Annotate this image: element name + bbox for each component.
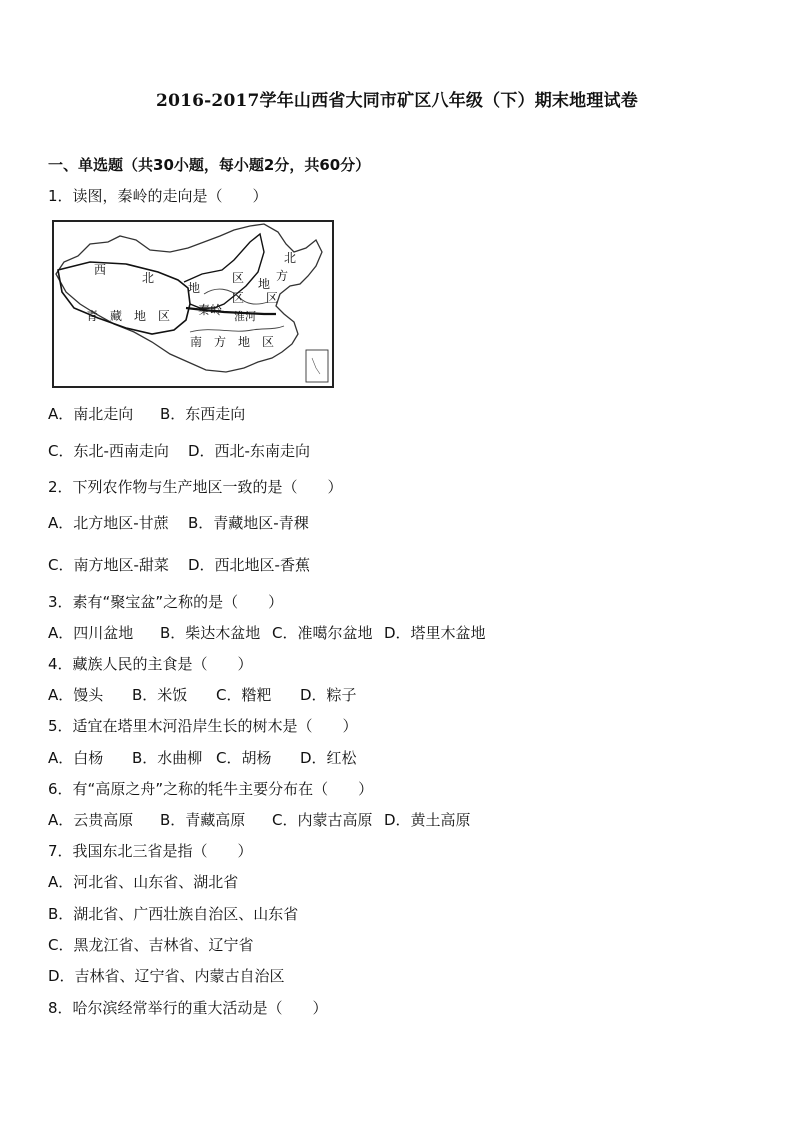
question-6-stem: 6．有“高原之舟”之称的牦牛主要分布在（ ） — [48, 780, 374, 798]
q7-option-a[interactable]: A．河北省、山东省、湖北省 — [48, 873, 239, 891]
q3-option-b[interactable]: B．柴达木盆地 — [160, 624, 261, 642]
china-regions-map — [52, 220, 334, 388]
q6-option-d[interactable]: D．黄土高原 — [384, 811, 471, 829]
q2-option-b[interactable]: B．青藏地区-青稞 — [188, 514, 309, 532]
q3-option-d[interactable]: D．塔里木盆地 — [384, 624, 486, 642]
map-label-qingzang: 青 藏 地 区 — [86, 309, 171, 323]
q7-option-b[interactable]: B．湖北省、广西壮族自治区、山东省 — [48, 905, 299, 923]
map-label-xi: 西 — [94, 263, 107, 277]
map-label-bei: 北 — [142, 271, 155, 285]
q2-options-row-2 — [48, 555, 310, 575]
paper-title: 2016-2017学年山西省大同市矿区八年级（下）期末地理试卷 — [156, 91, 638, 111]
question-3-stem: 3．素有“聚宝盆”之称的是（ ） — [48, 593, 284, 611]
q5-option-a[interactable]: A．白杨 — [48, 749, 104, 767]
q3-option-a[interactable]: A．四川盆地 — [48, 624, 134, 642]
q6-option-b[interactable]: B．青藏高原 — [160, 811, 246, 829]
section-heading: 一、单选题（共30小题，每小题2分，共60分） — [48, 156, 371, 174]
question-8-stem: 8．哈尔滨经常举行的重大活动是（ ） — [48, 999, 328, 1017]
q5-option-b[interactable]: B．水曲柳 — [132, 749, 203, 767]
q3-options-row — [48, 623, 486, 643]
map-label-nanfang: 南 方 地 区 — [190, 335, 275, 349]
q4-options-row — [48, 685, 357, 705]
q7-option-c[interactable]: C．黑龙江省、吉林省、辽宁省 — [48, 936, 254, 954]
map-label-fang: 方 — [276, 269, 289, 283]
q1-option-a[interactable]: A．南北走向 — [48, 405, 134, 423]
south-sea-inset — [306, 350, 328, 382]
question-5-stem: 5．适宜在塔里木河沿岸生长的树木是（ ） — [48, 717, 358, 735]
question-7-stem: 7．我国东北三省是指（ ） — [48, 842, 253, 860]
q1-options-row-1 — [48, 404, 245, 424]
yangtze-river — [190, 326, 284, 332]
q5-options-row — [48, 748, 357, 768]
q1-option-c[interactable]: C．东北-西南走向 — [48, 442, 169, 460]
q6-options-row — [48, 810, 471, 830]
map-label-qu3: 区 — [266, 291, 279, 305]
map-label-qu1: 区 — [232, 271, 245, 285]
q1-option-d[interactable]: D．西北-东南走向 — [188, 442, 310, 460]
q2-option-a[interactable]: A．北方地区-甘蔗 — [48, 514, 169, 532]
q7-option-d[interactable]: D．吉林省、辽宁省、内蒙古自治区 — [48, 967, 285, 985]
q4-option-d[interactable]: D．粽子 — [300, 686, 357, 704]
q1-options-row-2 — [48, 441, 310, 461]
q5-option-c[interactable]: C．胡杨 — [216, 749, 272, 767]
map-graphic — [54, 222, 332, 386]
q6-option-c[interactable]: C．内蒙古高原 — [272, 811, 373, 829]
q4-option-c[interactable]: C．糌粑 — [216, 686, 272, 704]
map-label-di1: 地 — [188, 281, 201, 295]
q2-option-d[interactable]: D．西北地区-香蕉 — [188, 556, 310, 574]
q5-option-d[interactable]: D．红松 — [300, 749, 357, 767]
region-boundary-west — [58, 262, 190, 334]
q2-options-row-1 — [48, 513, 309, 533]
q1-option-b[interactable]: B．东西走向 — [160, 405, 246, 423]
question-2-stem: 2．下列农作物与生产地区一致的是（ ） — [48, 478, 343, 496]
q4-option-b[interactable]: B．米饭 — [132, 686, 188, 704]
q4-option-a[interactable]: A．馒头 — [48, 686, 104, 704]
map-label-huaihe: 淮河 — [234, 310, 256, 323]
question-4-stem: 4．藏族人民的主食是（ ） — [48, 655, 253, 673]
map-label-di2: 地 — [258, 277, 271, 291]
question-1-stem: 1．读图，秦岭的走向是（ ） — [48, 187, 268, 205]
map-label-qinling: 秦岭 — [198, 303, 223, 317]
q3-option-c[interactable]: C．准噶尔盆地 — [272, 624, 373, 642]
q6-option-a[interactable]: A．云贵高原 — [48, 811, 134, 829]
map-label-bei2: 北 — [284, 251, 297, 265]
map-label-qu2: 区 — [232, 291, 245, 305]
q2-option-c[interactable]: C．南方地区-甜菜 — [48, 556, 169, 574]
